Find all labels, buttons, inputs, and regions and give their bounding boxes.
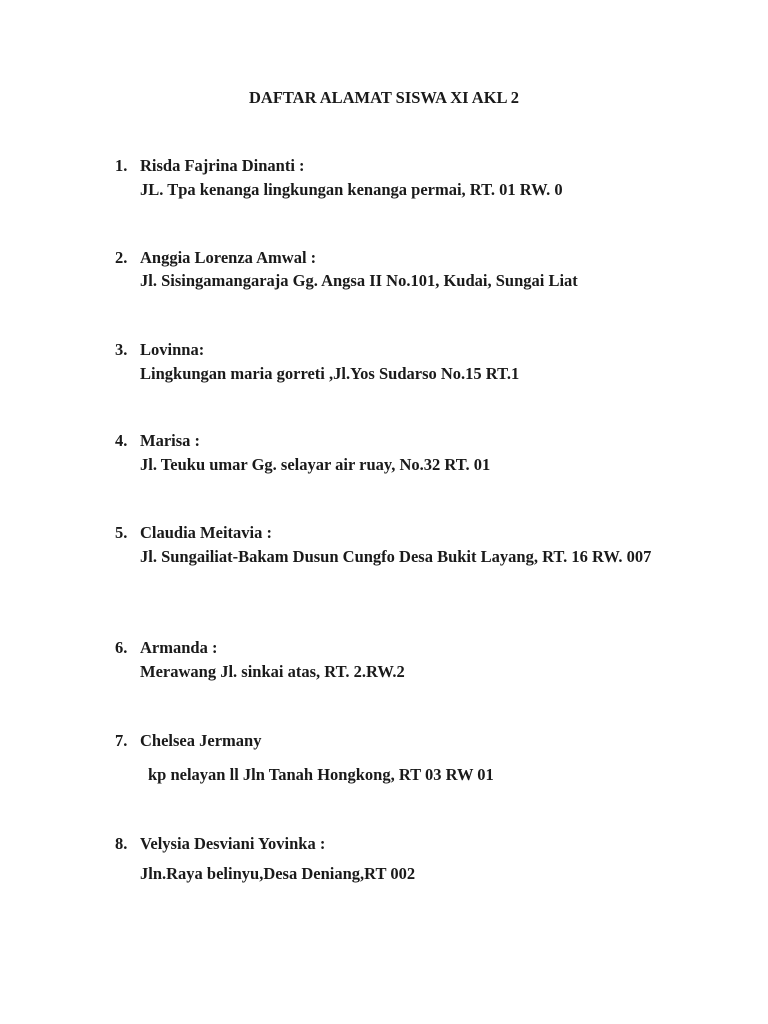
list-item-number: 6. xyxy=(115,638,128,657)
student-name: Velysia Desviani Yovinka : xyxy=(140,834,326,853)
student-name: Armanda : xyxy=(140,638,218,657)
student-address: Lingkungan maria gorreti ,Jl.Yos Sudarso No.15 RT.1 xyxy=(140,364,520,383)
student-name: Anggia Lorenza Amwal : xyxy=(140,248,317,267)
student-name: Claudia Meitavia : xyxy=(140,523,272,542)
student-name: Marisa : xyxy=(140,431,201,450)
student-address: kp nelayan ll Jln Tanah Hongkong, RT 03 RW 01 xyxy=(148,765,494,784)
student-address: Jl. Sungailiat-Bakam Dusun Cungfo Desa Bukit Layang, RT. 16 RW. 007 xyxy=(140,547,652,566)
list-item-number: 3. xyxy=(115,340,128,359)
student-address: Jl. Sisingamangaraja Gg. Angsa II No.101, Kudai, Sungai Liat xyxy=(140,271,578,290)
student-address: Jln.Raya belinyu,Desa Deniang,RT 002 xyxy=(140,864,416,883)
list-item-number: 8. xyxy=(115,834,128,853)
student-name: Chelsea Jermany xyxy=(140,731,262,750)
student-address: Jl. Teuku umar Gg. selayar air ruay, No.32 RT. 01 xyxy=(140,455,491,474)
list-item-number: 5. xyxy=(115,523,128,542)
student-name: Risda Fajrina Dinanti : xyxy=(140,156,305,175)
page-title: DAFTAR ALAMAT SISWA XI AKL 2 xyxy=(248,88,520,107)
list-item-number: 2. xyxy=(115,248,128,267)
student-address: Merawang Jl. sinkai atas, RT. 2.RW.2 xyxy=(140,662,405,681)
list-item-number: 1. xyxy=(115,156,128,175)
list-item-number: 7. xyxy=(115,731,128,750)
list-item-number: 4. xyxy=(115,431,128,450)
student-address: JL. Tpa kenanga lingkungan kenanga permai, RT. 01 RW. 0 xyxy=(140,180,563,199)
student-name: Lovinna: xyxy=(140,340,205,359)
